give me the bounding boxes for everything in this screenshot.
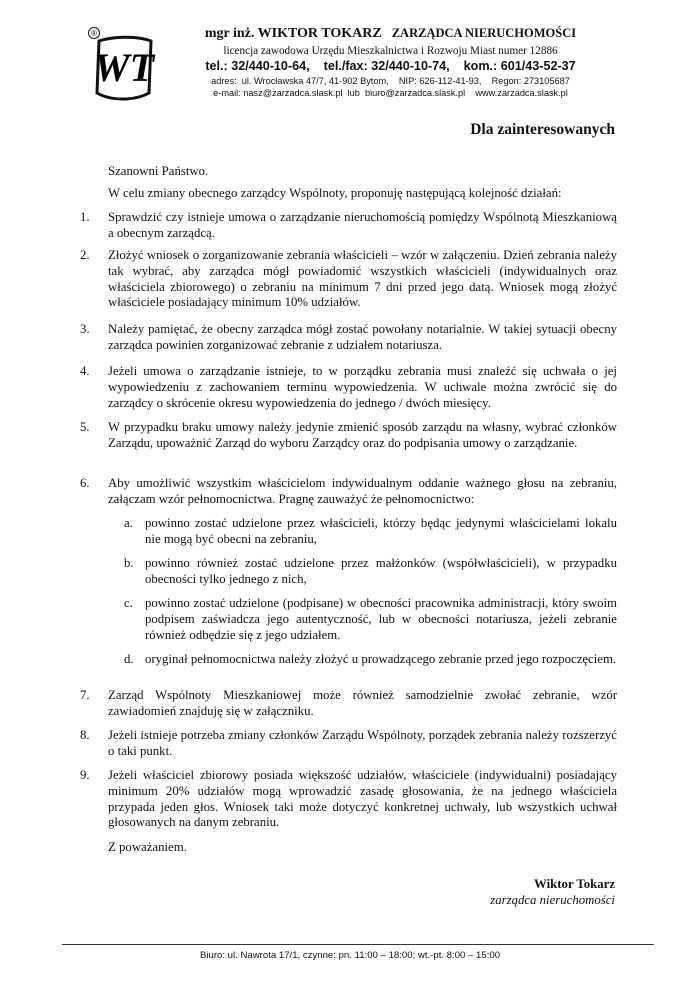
letterhead-name: mgr inż. WIKTOR TOKARZ — [204, 26, 382, 41]
wt-logo — [85, 25, 157, 103]
item-number: 9. — [80, 768, 90, 782]
item-text: Należy pamiętać, że obecny zarządca mógł zostać powołany notarialnie. W takiej sytuacji obecny zarządca powinien zorganizować zebranie z udziałem notariusza. — [108, 322, 617, 352]
item-text: W przypadku braku umowy należy jedynie zmienić sposób zarządu na własny, wybrać członków Zarządu, upoważnić Zarząd do wyboru Zarządcy oraz do podpisania umowy o zarządzanie. — [108, 420, 617, 450]
item-text: Jeżeli właściciel zbiorowy posiada większość udziałów, właściciele (indywidualni) posiadający minimum 20% udziałów mogą wprowadzić zasadę głosowania, że na jednego właściciela przypada jeden głos. Wniosek taki może dotyczyć konkretnej uchwały, lub wszystkich uchwał głosowanych na danym zebraniu. — [108, 768, 617, 830]
intro-text: W celu zmiany obecnego zarządcy Wspólnoty, proponuję następującą kolejność działań: — [108, 186, 562, 200]
item-text: Zarząd Wspólnoty Mieszkaniowej może również samodzielnie zwołać zebranie, wzór zawiadomień znajduję się w załączniku. — [108, 688, 617, 718]
logo-text: WT — [94, 45, 154, 90]
sub-item-text: powinno zostać udzielone przez właścicieli, którzy będąc jedynymi właścicielami lokalu nie mogą być obecni na zebraniu, — [145, 516, 617, 546]
letterhead-contact: e-mail: nasz@zarzadca.slask.pl lub biuro@zarzadca.slask.pl www.zarzadca.slask.pl — [213, 88, 568, 98]
item-number: 6. — [80, 476, 90, 490]
sub-item-letter: c. — [124, 596, 133, 610]
item-number: 5. — [80, 420, 90, 434]
item-text: Aby umożliwić wszystkim właścicielom indywidualnym oddanie ważnego głosu na zebraniu, załączam wzór pełnomocnictwa. Pragnę zauważyć że pełnomocnictwo: — [108, 476, 617, 506]
item-number: 3. — [80, 322, 90, 336]
addressee: Dla zainteresowanych — [470, 121, 615, 138]
sub-item-letter: a. — [124, 516, 133, 530]
item-text: Jeżeli istnieje potrzeba zmiany członków Zarządu Wspólnoty, porządek zebrania należy rozszerzyć o taki punkt. — [108, 728, 617, 758]
item-number: 7. — [80, 688, 90, 702]
greeting: Szanowni Państwo. — [108, 164, 209, 178]
item-number: 2. — [80, 248, 90, 262]
item-text: Sprawdzić czy istnieje umowa o zarządzanie nieruchomością pomiędzy Wspólnotą Mieszkaniową a obecnym zarządcą. — [108, 210, 617, 240]
sub-item-letter: d. — [124, 652, 134, 666]
item-number: 4. — [80, 364, 90, 378]
letterhead-license: licencja zawodowa Urzędu Mieszkalnictwa i Rozwoju Miast numer 12886 — [223, 45, 558, 57]
item-text: Jeżeli umowa o zarządzanie istnieje, to w porządku zebrania musi znaleźć się uchwała o jej wypowiedzeniu z zachowaniem terminu wypowiedzenia. W uchwale można zwrócić się do zarządcy o skrócenie okresu wypowiedzenia do jednego / dwóch miesięcy. — [108, 364, 617, 410]
sub-item-text: powinno zostać udzielone (podpisane) w obecności pracownika administracji, który swoim podpisem zaświadcza jego autentyczność, lub w obecności notariusza, jeżeli zebranie również odbędzie się z jego udziałem. — [145, 596, 617, 642]
letterhead-address: adres: ul. Wrocławska 47/7, 41-902 Bytom, NIP: 626-112-41-93, Regon: 273105687 — [211, 76, 570, 86]
letterhead-title: ZARZĄDCA NIERUCHOMOŚCI — [391, 26, 577, 40]
letterhead-name-line — [168, 26, 613, 42]
letterhead-phones: tel.: 32/440-10-64, tel./fax: 32/440-10-74, kom.: 601/43-52-37 — [205, 59, 576, 73]
closing: Z poważaniem. — [108, 840, 187, 854]
sub-item-text: powinno również zostać udzielone przez małżonków (współwłaścicieli), w przypadku obecności tylko jednego z nich, — [145, 556, 617, 586]
signature-name: Wiktor Tokarz — [534, 877, 615, 891]
sub-item-letter: b. — [124, 556, 134, 570]
item-number: 8. — [80, 728, 90, 742]
item-text: Złożyć wniosek o zorganizowanie zebrania właścicieli – wzór w załączeniu. Dzień zebrania należy tak wybrać, aby zarządca mógł powiadomić wszystkich właścicieli (indywidualnych oraz właściciela zbiorowego) o zebraniu na minimum 7 dni przed jego datą. Wniosek mogą złożyć właściciele posiadający minimum 10% udziałów. — [108, 248, 617, 310]
signature-role: zarządca nieruchomości — [490, 893, 615, 907]
footer-divider — [62, 944, 654, 945]
sub-item-text: oryginał pełnomocnictwa należy złożyć u prowadzącego zebranie przed jego rozpoczęciem. — [145, 652, 617, 666]
footer: Biuro: ul. Nawrota 17/1, czynne: pn. 11:00 – 18:00; wt.-pt. 8:00 – 15:00 — [199, 950, 501, 961]
item-number: 1. — [80, 210, 90, 224]
registered-mark: ® — [91, 29, 97, 38]
